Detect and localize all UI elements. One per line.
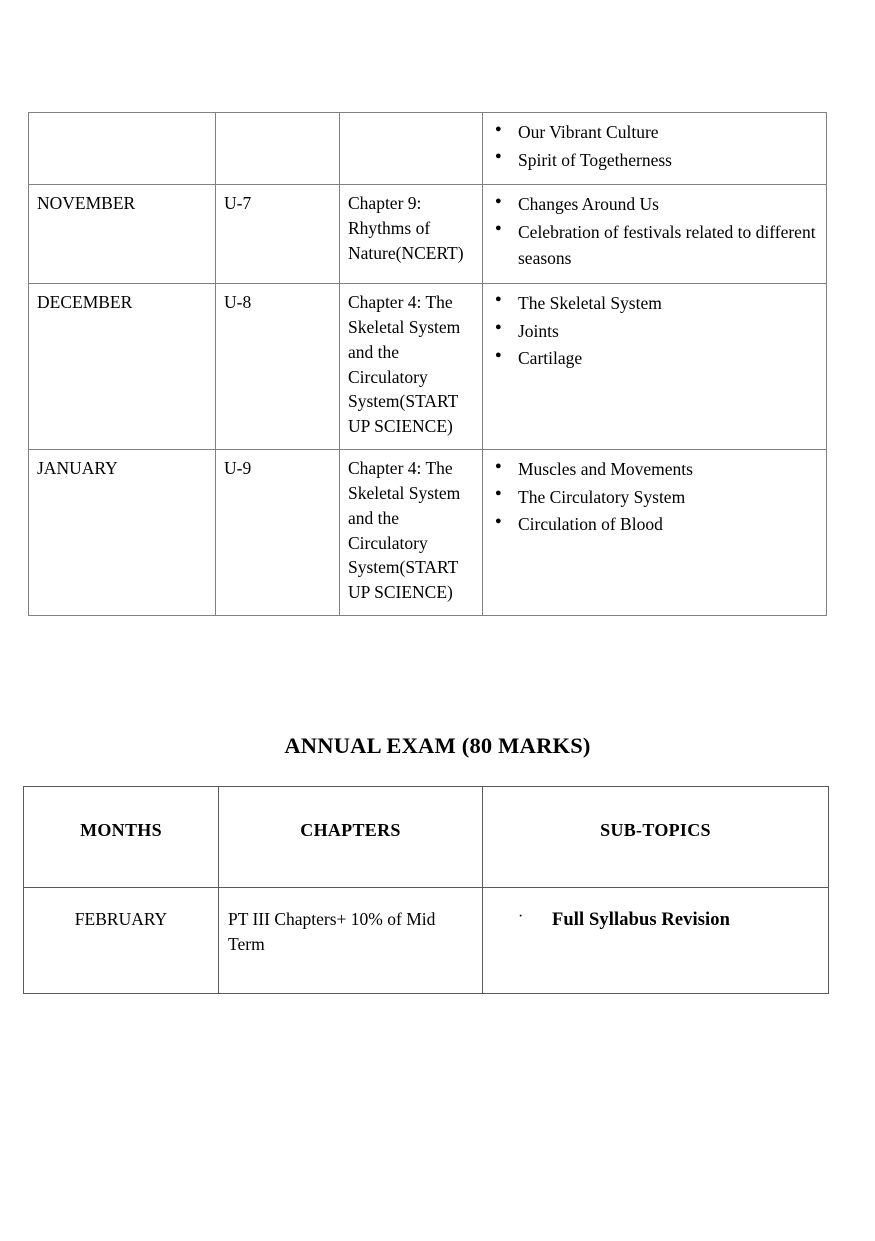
revision-label: Full Syllabus Revision	[552, 910, 731, 930]
annual-exam-table	[23, 786, 829, 994]
list-item: ● Changes Around Us	[491, 191, 818, 218]
cell-subtopics	[483, 888, 829, 994]
table-row	[29, 185, 827, 284]
chapter-label: Chapter 4: The Skeletal System and the Circulatory System(START UP SCIENCE)	[348, 458, 461, 603]
month-label: JANUARY	[37, 458, 118, 479]
column-header-months: MONTHS	[24, 787, 219, 888]
unit-label: U-7	[224, 193, 252, 214]
subtopic-list	[491, 456, 818, 538]
cell-subtopics	[483, 283, 827, 449]
cell-unit	[216, 113, 340, 185]
subtopic-list	[491, 191, 818, 272]
cell-chapter	[340, 283, 483, 449]
list-item: ● Joints	[491, 318, 818, 345]
cell-subtopics	[483, 450, 827, 616]
cell-month	[29, 113, 216, 185]
unit-label: U-9	[224, 458, 252, 479]
month-label: DECEMBER	[37, 291, 133, 312]
page-title: ANNUAL EXAM (80 MARKS)	[284, 733, 591, 758]
column-header-chapters: CHAPTERS	[219, 787, 483, 888]
cell-chapters: PT III Chapters+ 10% of Mid Term	[219, 888, 483, 994]
table-row	[29, 113, 827, 185]
list-item: ● Celebration of festivals related to different seasons	[491, 219, 818, 272]
list-item: ● Circulation of Blood	[491, 511, 818, 538]
revision-line	[483, 888, 828, 934]
table-row	[24, 888, 829, 994]
cell-subtopics	[483, 113, 827, 185]
list-item: ● Muscles and Movements	[491, 456, 818, 483]
list-item: ● Cartilage	[491, 345, 818, 372]
table-row	[29, 283, 827, 449]
cell-month	[29, 185, 216, 284]
cell-chapter	[340, 450, 483, 616]
cell-subtopics	[483, 185, 827, 284]
list-item: ● Our Vibrant Culture	[491, 119, 818, 146]
unit-label: U-8	[224, 291, 252, 312]
table-header-row	[24, 787, 829, 888]
list-item: ● The Circulatory System	[491, 484, 818, 511]
list-item: ● The Skeletal System	[491, 290, 818, 317]
dot-bullet-icon: ·	[518, 908, 524, 925]
column-header-subtopics: SUB-TOPICS	[483, 787, 829, 888]
cell-unit	[216, 283, 340, 449]
subtopic-list	[491, 290, 818, 372]
cell-month: FEBRUARY	[24, 888, 219, 994]
cell-chapter	[340, 185, 483, 284]
syllabus-table	[28, 112, 827, 616]
cell-chapter	[340, 113, 483, 185]
list-item: ● Spirit of Togetherness	[491, 147, 818, 174]
subtopic-list	[491, 119, 818, 173]
cell-month	[29, 283, 216, 449]
month-label: NOVEMBER	[37, 193, 136, 214]
table-row	[29, 450, 827, 616]
chapter-label: Chapter 9: Rhythms of Nature(NCERT)	[348, 193, 464, 263]
cell-unit	[216, 450, 340, 616]
cell-unit	[216, 185, 340, 284]
chapter-label: Chapter 4: The Skeletal System and the Circulatory System(START UP SCIENCE)	[348, 291, 461, 437]
cell-month	[29, 450, 216, 616]
